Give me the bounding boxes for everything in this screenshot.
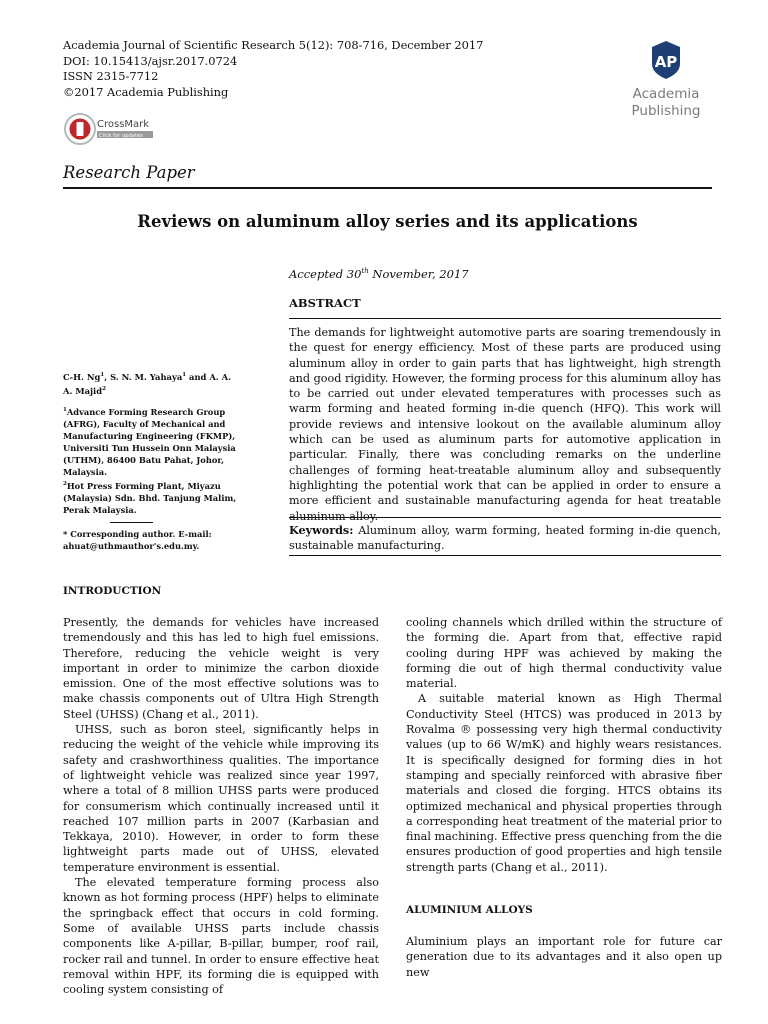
affiliations [63, 404, 241, 516]
author-1-sup: 1 [100, 372, 105, 378]
paper-type: Research Paper [63, 163, 195, 182]
keywords-text: Aluminum alloy, warm forming, heated forming in-die quench, sustainable manufacturing. [289, 524, 721, 553]
corresponding-author: * Corresponding author. E-mail: ahuat@uthmauthor's.edu.my. [63, 529, 212, 551]
intro-paragraph-3: The elevated temperature forming process also known as hot forming process (HPF) helps to eliminate the springback effect that occurs in cold forming. Some of available UHSS parts include chassis components like A-pillar, B-pillar, bumper, roof rail, rocker rail and tunnel. In order to ensure effective heat removal within HPF, its forming die is equipped with cooling system consisting of [63, 876, 379, 997]
keywords-label: Keywords: [289, 523, 354, 537]
logo-letters: AP [654, 53, 678, 71]
crossmark-label: CrossMark [97, 119, 150, 130]
affiliation-2-sup: 2 [63, 480, 67, 487]
introduction-heading: INTRODUCTION [63, 585, 162, 597]
affiliation-2-text: Hot Press Forming Plant, Miyazu (Malaysia) Sdn. Bhd. Tanjung Malim, Perak Malaysia. [63, 480, 237, 515]
keywords [289, 523, 721, 554]
journal-metadata [63, 38, 483, 100]
journal-line: Academia Journal of Scientific Research 5(12): 708-716, December 2017 [63, 38, 484, 52]
intro-paragraph-2: UHSS, such as boron steel, significantly helps in reducing the weight of the vehicle while improving its safety and crashworthiness qualities. The importance of lightweight vehicle was realized since year 1997, where a total of 8 million UHSS parts were produced for consumerism which continually increased until it reached 107 million parts in 2007 (Karbasian and Tekkaya, 2010). However, in order to form these lightweight parts made out of UHSS, elevated temperature environment is essential. [63, 723, 379, 874]
issn-line: ISSN 2315-7712 [63, 69, 159, 84]
author-list [63, 369, 238, 397]
abstract-heading: ABSTRACT [289, 296, 361, 310]
accepted-sup: th [361, 267, 369, 276]
right-column [406, 615, 722, 875]
aluminium-alloys-heading: ALUMINIUM ALLOYS [406, 904, 533, 916]
affiliation-1 [63, 404, 241, 478]
publisher-name-line1: Academia [632, 86, 700, 102]
author-2-sup: 1 [182, 372, 187, 378]
author-3-sup: 2 [102, 385, 106, 392]
right-paragraph-3: Aluminium plays an important role for future car generation due to its advantages and it also open up new [406, 935, 722, 979]
crossmark-icon [77, 122, 84, 136]
right-column-continued [406, 934, 722, 980]
header-divider [63, 187, 712, 189]
affiliation-2 [63, 478, 241, 516]
right-paragraph-2: A suitable material known as High Thermal Conductivity Steel (HTCS) was produced in 2013 by Rovalma ® possessing very high thermal conductivity values (up to 66 W/mK) and highly wears resistances. It is specifically designed for forming dies in hot stamping and specially reinforced with abrasive fiber materials and closed die forging. HTCS obtains its optimized mechanical and physical properties through a corresponding heat treatment of the material prior to final machining. Effective press quenching from the die ensures production of good properties and high tensile strength parts (Chang et al., 2011). [406, 692, 722, 874]
doi-line[interactable]: DOI: 10.15413/ajsr.2017.0724 [63, 53, 238, 68]
intro-paragraph-1: Presently, the demands for vehicles have increased tremendously and this has led to high fuel emissions. Therefore, reducing the vehicle weight is very important in order to minimize the carbon dioxide emission. One of the most effective solutions was to make chassis components out of Ultra High Strength Steel (UHSS) (Chang et al., 2011). [63, 616, 379, 721]
keywords-top-rule [289, 517, 721, 518]
author-sep-2: and [186, 371, 210, 382]
affiliation-1-text: Advance Forming Research Group (AFRG), Faculty of Mechanical and Manufacturing Engineering (FKMP), Universiti Tun Hussein Onn Malaysia (UTHM), 86400 Batu Pahat, Johor, Malaysia. [63, 406, 236, 477]
crossmark-badge[interactable] [63, 112, 155, 146]
ap-shield-icon [650, 40, 682, 80]
corresponding-divider [110, 522, 153, 523]
abstract-text: The demands for lightweight automotive parts are soaring tremendously in the quest for energy efficiency. Most of these parts are produced using aluminum alloy in order to gain parts that has lightweight, high strength and good rigidity. However, the forming process for this aluminum alloy has to be carried out under elevated temperatures with processes such as warm forming and heated forming in-die quench (HFQ). This work will provide reviews and intensive lookout on the available aluminum alloy which can be used as aluminum parts for automotive application in particular. Finally, there was concluding remarks on the underline challenges of forming heat-treatable aluminum alloy and subsequently highlighting the potential work that can be applied in order to ensure a more efficient and sustainable manufacturing agenda for heat treatable [289, 326, 721, 508]
publisher-name-line2: Publishing [631, 103, 701, 119]
publisher-logo [616, 40, 716, 120]
keywords-bottom-rule [289, 555, 721, 556]
author-3: A. A. A. Majid [63, 371, 232, 396]
affiliation-1-sup: 1 [63, 407, 67, 413]
copyright-line: ©2017 Academia Publishing [63, 84, 229, 99]
left-column [63, 615, 379, 997]
accepted-date [289, 267, 469, 281]
author-1: C-H. Ng [63, 371, 101, 382]
paper-title: Reviews on aluminum alloy series and its applications [137, 212, 638, 231]
accepted-suffix: November, 2017 [368, 267, 469, 281]
right-paragraph-1: cooling channels which drilled within the structure of the forming die. Apart from that, effective rapid cooling during HPF was achieved by making the forming die out of high thermal conductivity value material. [406, 616, 722, 691]
author-sep-1: , [104, 371, 111, 382]
author-2: S. N. M. Yahaya [110, 371, 183, 382]
abstract-top-rule [289, 318, 721, 319]
accepted-prefix: Accepted 30 [289, 267, 362, 281]
crossmark-sub: Click for updates [99, 133, 143, 139]
